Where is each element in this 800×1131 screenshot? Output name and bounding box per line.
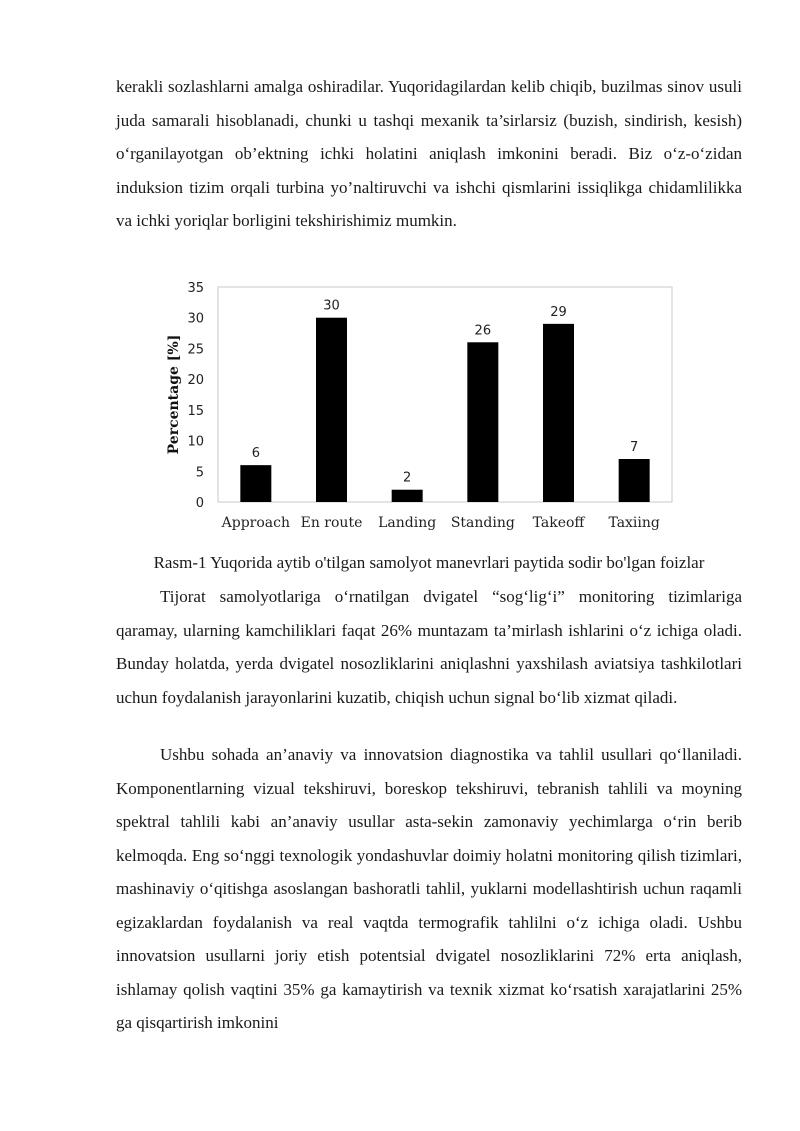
data-label: 7: [630, 440, 639, 455]
data-label: 2: [403, 470, 412, 486]
figure-caption: Rasm-1 Yuqorida aytib o'tilgan samolyot manevrlari paytida sodir bo'lgan foizlar: [153, 553, 705, 572]
bar-chart-figure: [162, 270, 676, 542]
y-tick-label: 10: [187, 434, 204, 450]
chart-bars: [221, 299, 660, 531]
paragraph-diagnostics: Ushbu sohada an’anaviy va innovatsion diagnostika va tahlil usullari qo‘llaniladi. Komponentlarning vizual tekshiruvi, boreskop tekshiruvi, tebranish tahlili va moyning spektral tahlili kabi an’anaviy usullar asta-sekin zamonaviy yechimlarga o‘rin berib kelmoqda. Eng so‘nggi texnologik yondashuvlar doimiy holatni monitoring qilish tizimlari, mashinaviy o‘qitishga asoslangan bashoratli tahlil, yuklarni modellashtirish uchun raqamli egizaklardan foydalanish va real vaqtda termografik tahlilni o‘z ichiga oladi. Ushbu innovatsion usullarni joriy etish potentsial dvigatel nosozliklarini 72% erta aniqlash, ishlamay qolish vaqtini 35% ga kamaytirish va texnik xizmat ko‘rsatish xarajatlarini 25% ga qisqartirish imkonini: [116, 745, 742, 1032]
x-tick-label: Standing: [450, 515, 515, 531]
data-label: 29: [550, 304, 567, 320]
x-tick-label: Landing: [378, 515, 437, 531]
y-tick-label: 20: [187, 373, 204, 389]
bar-en-route: [316, 318, 347, 502]
data-label: 6: [251, 446, 260, 462]
y-tick-label: 0: [195, 496, 204, 511]
x-tick-label: En route: [300, 515, 363, 531]
bar-chart: [162, 270, 676, 542]
y-axis-label: Percentage [%]: [166, 334, 182, 455]
data-label: 26: [474, 323, 492, 339]
x-tick-label: Takeoff: [532, 515, 585, 531]
plot-frame: [218, 287, 672, 502]
bar-approach: [240, 465, 271, 502]
x-tick-label: Approach: [221, 515, 291, 531]
bar-taxiing: [619, 459, 650, 502]
y-tick-label: 5: [195, 465, 204, 481]
x-tick-label: Taxiing: [608, 515, 660, 531]
bar-takeoff: [543, 324, 574, 502]
y-tick-label: 15: [187, 403, 204, 419]
paragraph-monitoring: Tijorat samolyotlariga o‘rnatilgan dvigatel “sog‘lig‘i” monitoring tizimlariga qaramay, ularning kamchiliklari faqat 26% muntazam ta’mirlash ishlarini o‘z ichiga oladi. Bunday holatda, yerda dvigatel nosozliklarini aniqlashni yaxshilash aviatsiya tashkilotlari uchun foydalanish jarayonlarini kuzatib, chiqish uchun signal bo‘lib xizmat qiladi.: [116, 587, 742, 707]
data-label: 30: [323, 298, 340, 314]
y-tick-label: 35: [187, 281, 204, 296]
y-tick-label: 25: [187, 342, 204, 358]
paragraph-intro: kerakli sozlashlarni amalga oshiradilar. Yuqoridagilardan kelib chiqib, buzilmas sinov usuli juda samarali hisoblanadi, chunki u tashqi mexanik ta’sirlarsiz (buzish, sindirish, kesish) o‘rganilayotgan ob’ektning ichki holatini aniqlash imkonini beradi. Biz o‘z-o‘zidan induksion tizim orqali turbina yo’naltiruvchi va ishchi qismlarini issiqlikga chidamlilikka va ichki yoriqlar borligini tekshirishimiz mumkin.: [116, 77, 742, 230]
bar-landing: [392, 490, 423, 502]
bar-standing: [467, 342, 498, 502]
y-tick-label: 30: [187, 311, 204, 327]
